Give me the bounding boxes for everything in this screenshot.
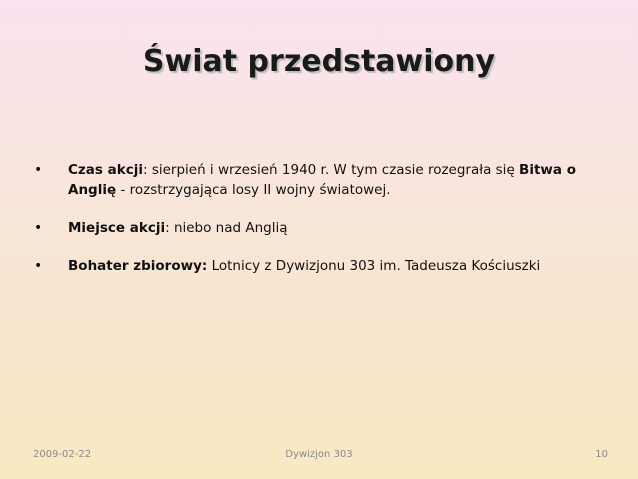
footer-title: Dywizjon 303 (285, 449, 353, 460)
bullet-label: Bohater zbiorowy: (68, 258, 208, 274)
bullet-text-continued: - rozstrzygająca losy II wojny światowej. (116, 182, 391, 198)
bullet-list (34, 160, 614, 276)
bullet-text: sierpień i wrzesień 1940 r. W tym czasie rozegrała się (151, 162, 520, 178)
slide-title: Świat przedstawiony (142, 44, 496, 79)
bullet-item-time (34, 160, 614, 200)
bullet-sep: : (165, 220, 174, 236)
bullet-emphasis: Bitwa o Anglię (68, 162, 576, 198)
bullet-text: niebo nad Anglią (173, 220, 288, 236)
bullet-icon: • (34, 220, 43, 236)
bullet-sep: : (142, 162, 152, 178)
bullet-item-hero (34, 256, 614, 276)
footer-date: 2009-02-22 (33, 449, 92, 460)
bullet-text: Lotnicy z Dywizjonu 303 im. Tadeusza Kościuszki (211, 258, 541, 274)
bullet-icon: • (34, 162, 43, 178)
bullet-icon: • (34, 258, 43, 274)
bullet-item-place (34, 218, 614, 238)
slide-number: 10 (595, 449, 608, 460)
bullet-label: Czas akcji (68, 162, 143, 178)
bullet-label: Miejsce akcji (68, 220, 166, 236)
